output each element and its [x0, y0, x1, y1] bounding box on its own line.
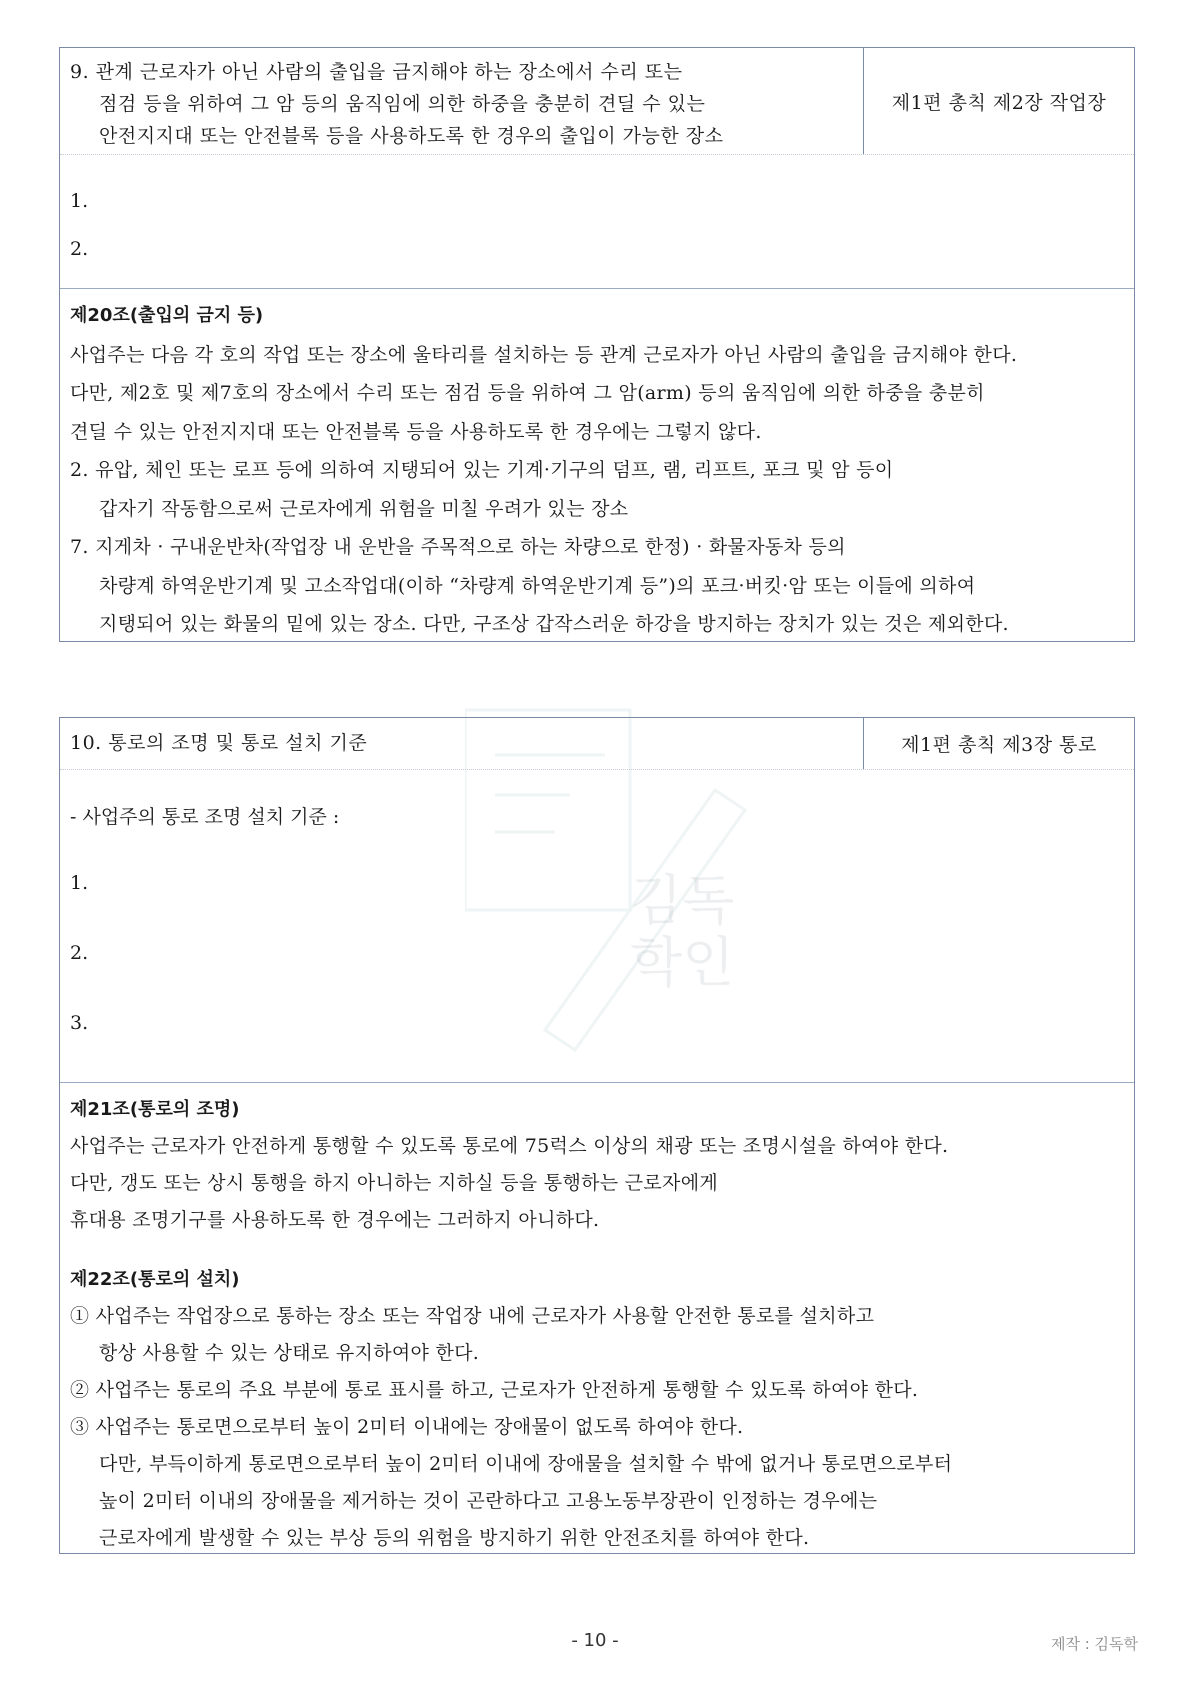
- answer-area-9[interactable]: [60, 155, 1134, 289]
- article-title: 제21조(통로의 조명): [70, 1099, 240, 1120]
- article-line: 다만, 갱도 또는 상시 통행을 하지 아니하는 지하실 등을 통행하는 근로자에게: [70, 1172, 719, 1194]
- article-line: 견딜 수 있는 안전지지대 또는 안전블록 등을 사용하도록 한 경우에는 그렇지 않다.: [70, 420, 762, 443]
- chapter-reference-9: 제1편 총칙 제2장 작업장: [891, 91, 1107, 114]
- question-box-9: [59, 47, 1135, 642]
- answer-prompt: - 사업주의 통로 조명 설치 기준 :: [70, 805, 340, 828]
- question-text-9: [60, 48, 864, 154]
- spacer: [70, 1239, 1124, 1261]
- article-item: ② 사업주는 통로의 주요 부분에 통로 표시를 하고, 근로자가 안전하게 통행할 수 있도록 하여야 한다.: [70, 1379, 919, 1401]
- article-item-cont: 항상 사용할 수 있는 상태로 유지하여야 한다.: [99, 1342, 480, 1364]
- article-item-cont: 지탱되어 있는 화물의 밑에 있는 장소. 다만, 구조상 갑작스러운 하강을 방지하는 장치가 있는 것은 제외한다.: [99, 613, 1009, 635]
- watermark-line-2: 학인: [630, 931, 735, 994]
- article-item: 2. 유압, 체인 또는 로프 등에 의하여 지탱되어 있는 기계·기구의 덤프, 램, 리프트, 포크 및 암 등이: [70, 459, 894, 481]
- article-line: 사업주는 다음 각 호의 작업 또는 장소에 울타리를 설치하는 등 관계 근로자가 아닌 사람의 출입을 금지해야 한다.: [70, 343, 1018, 366]
- article-line: 다만, 제2호 및 제7호의 장소에서 수리 또는 점검 등을 위하여 그 암(arm) 등의 움직임에 의한 하중을 충분히: [70, 382, 985, 404]
- question-header-9: [60, 48, 1134, 155]
- answer-line-3[interactable]: 3.: [70, 1012, 89, 1034]
- watermark-line-1: 김독: [630, 869, 735, 932]
- article-item-cont: 다만, 부득이하게 통로면으로부터 높이 2미터 이내에 장애물을 설치할 수 밖에 없거나 통로면으로부터: [99, 1453, 953, 1475]
- question-text-10: 10. 통로의 조명 및 통로 설치 기준: [60, 718, 864, 769]
- article-item-cont: 높이 2미터 이내의 장애물을 제거하는 것이 곤란하다고 고용노동부장관이 인정하는 경우에는: [99, 1490, 878, 1512]
- article-item-cont: 근로자에게 발생할 수 있는 부상 등의 위험을 방지하기 위한 안전조치를 하여야 한다.: [99, 1527, 810, 1549]
- article-item-cont: 갑자기 작동함으로써 근로자에게 위험을 미칠 우려가 있는 장소: [99, 497, 629, 520]
- article-line: 휴대용 조명기구를 사용하도록 한 경우에는 그러하지 아니하다.: [70, 1209, 600, 1231]
- question-header-10: [60, 718, 1134, 770]
- answer-line-1[interactable]: 1.: [70, 872, 89, 894]
- page-number: - 10 -: [571, 1630, 619, 1651]
- question-box-10: [59, 717, 1135, 1554]
- law-article-20: [60, 289, 1134, 652]
- article-item: ① 사업주는 작업장으로 통하는 장소 또는 작업장 내에 근로자가 사용할 안전한 통로를 설치하고: [70, 1305, 875, 1327]
- chapter-reference-10: 제1편 총칙 제3장 통로: [901, 734, 1097, 756]
- question-line: 9. 관계 근로자가 아닌 사람의 출입을 금지해야 하는 장소에서 수리 또는: [70, 61, 683, 83]
- answer-area-10[interactable]: [60, 770, 1134, 1083]
- article-item: ③ 사업주는 통로면으로부터 높이 2미터 이내에는 장애물이 없도록 하여야 한다.: [70, 1416, 744, 1438]
- article-title: 제22조(통로의 설치): [70, 1269, 240, 1290]
- article-item-cont: 차량계 하역운반기계 및 고소작업대(이하 “차량계 하역운반기계 등”)의 포크·버킷·암 또는 이들에 의하여: [99, 574, 976, 597]
- answer-line-2[interactable]: 2.: [70, 238, 89, 260]
- answer-line-2[interactable]: 2.: [70, 942, 89, 964]
- question-line: 안전지지대 또는 안전블록 등을 사용하도록 한 경우의 출입이 가능한 장소: [99, 125, 724, 147]
- article-title: 제20조(출입의 금지 등): [70, 305, 264, 326]
- question-line: 점검 등을 위하여 그 암 등의 움직임에 의한 하중을 충분히 견딜 수 있는: [99, 93, 706, 115]
- credit-text: 제작 : 김독학: [1050, 1635, 1138, 1653]
- article-line: 사업주는 근로자가 안전하게 통행할 수 있도록 통로에 75럭스 이상의 채광 또는 조명시설을 하여야 한다.: [70, 1135, 949, 1157]
- article-item: 7. 지게차 · 구내운반차(작업장 내 운반을 주목적으로 하는 차량으로 한정) · 화물자동차 등의: [70, 536, 846, 558]
- law-articles-21-22: [60, 1083, 1134, 1565]
- answer-line-1[interactable]: 1.: [70, 190, 89, 212]
